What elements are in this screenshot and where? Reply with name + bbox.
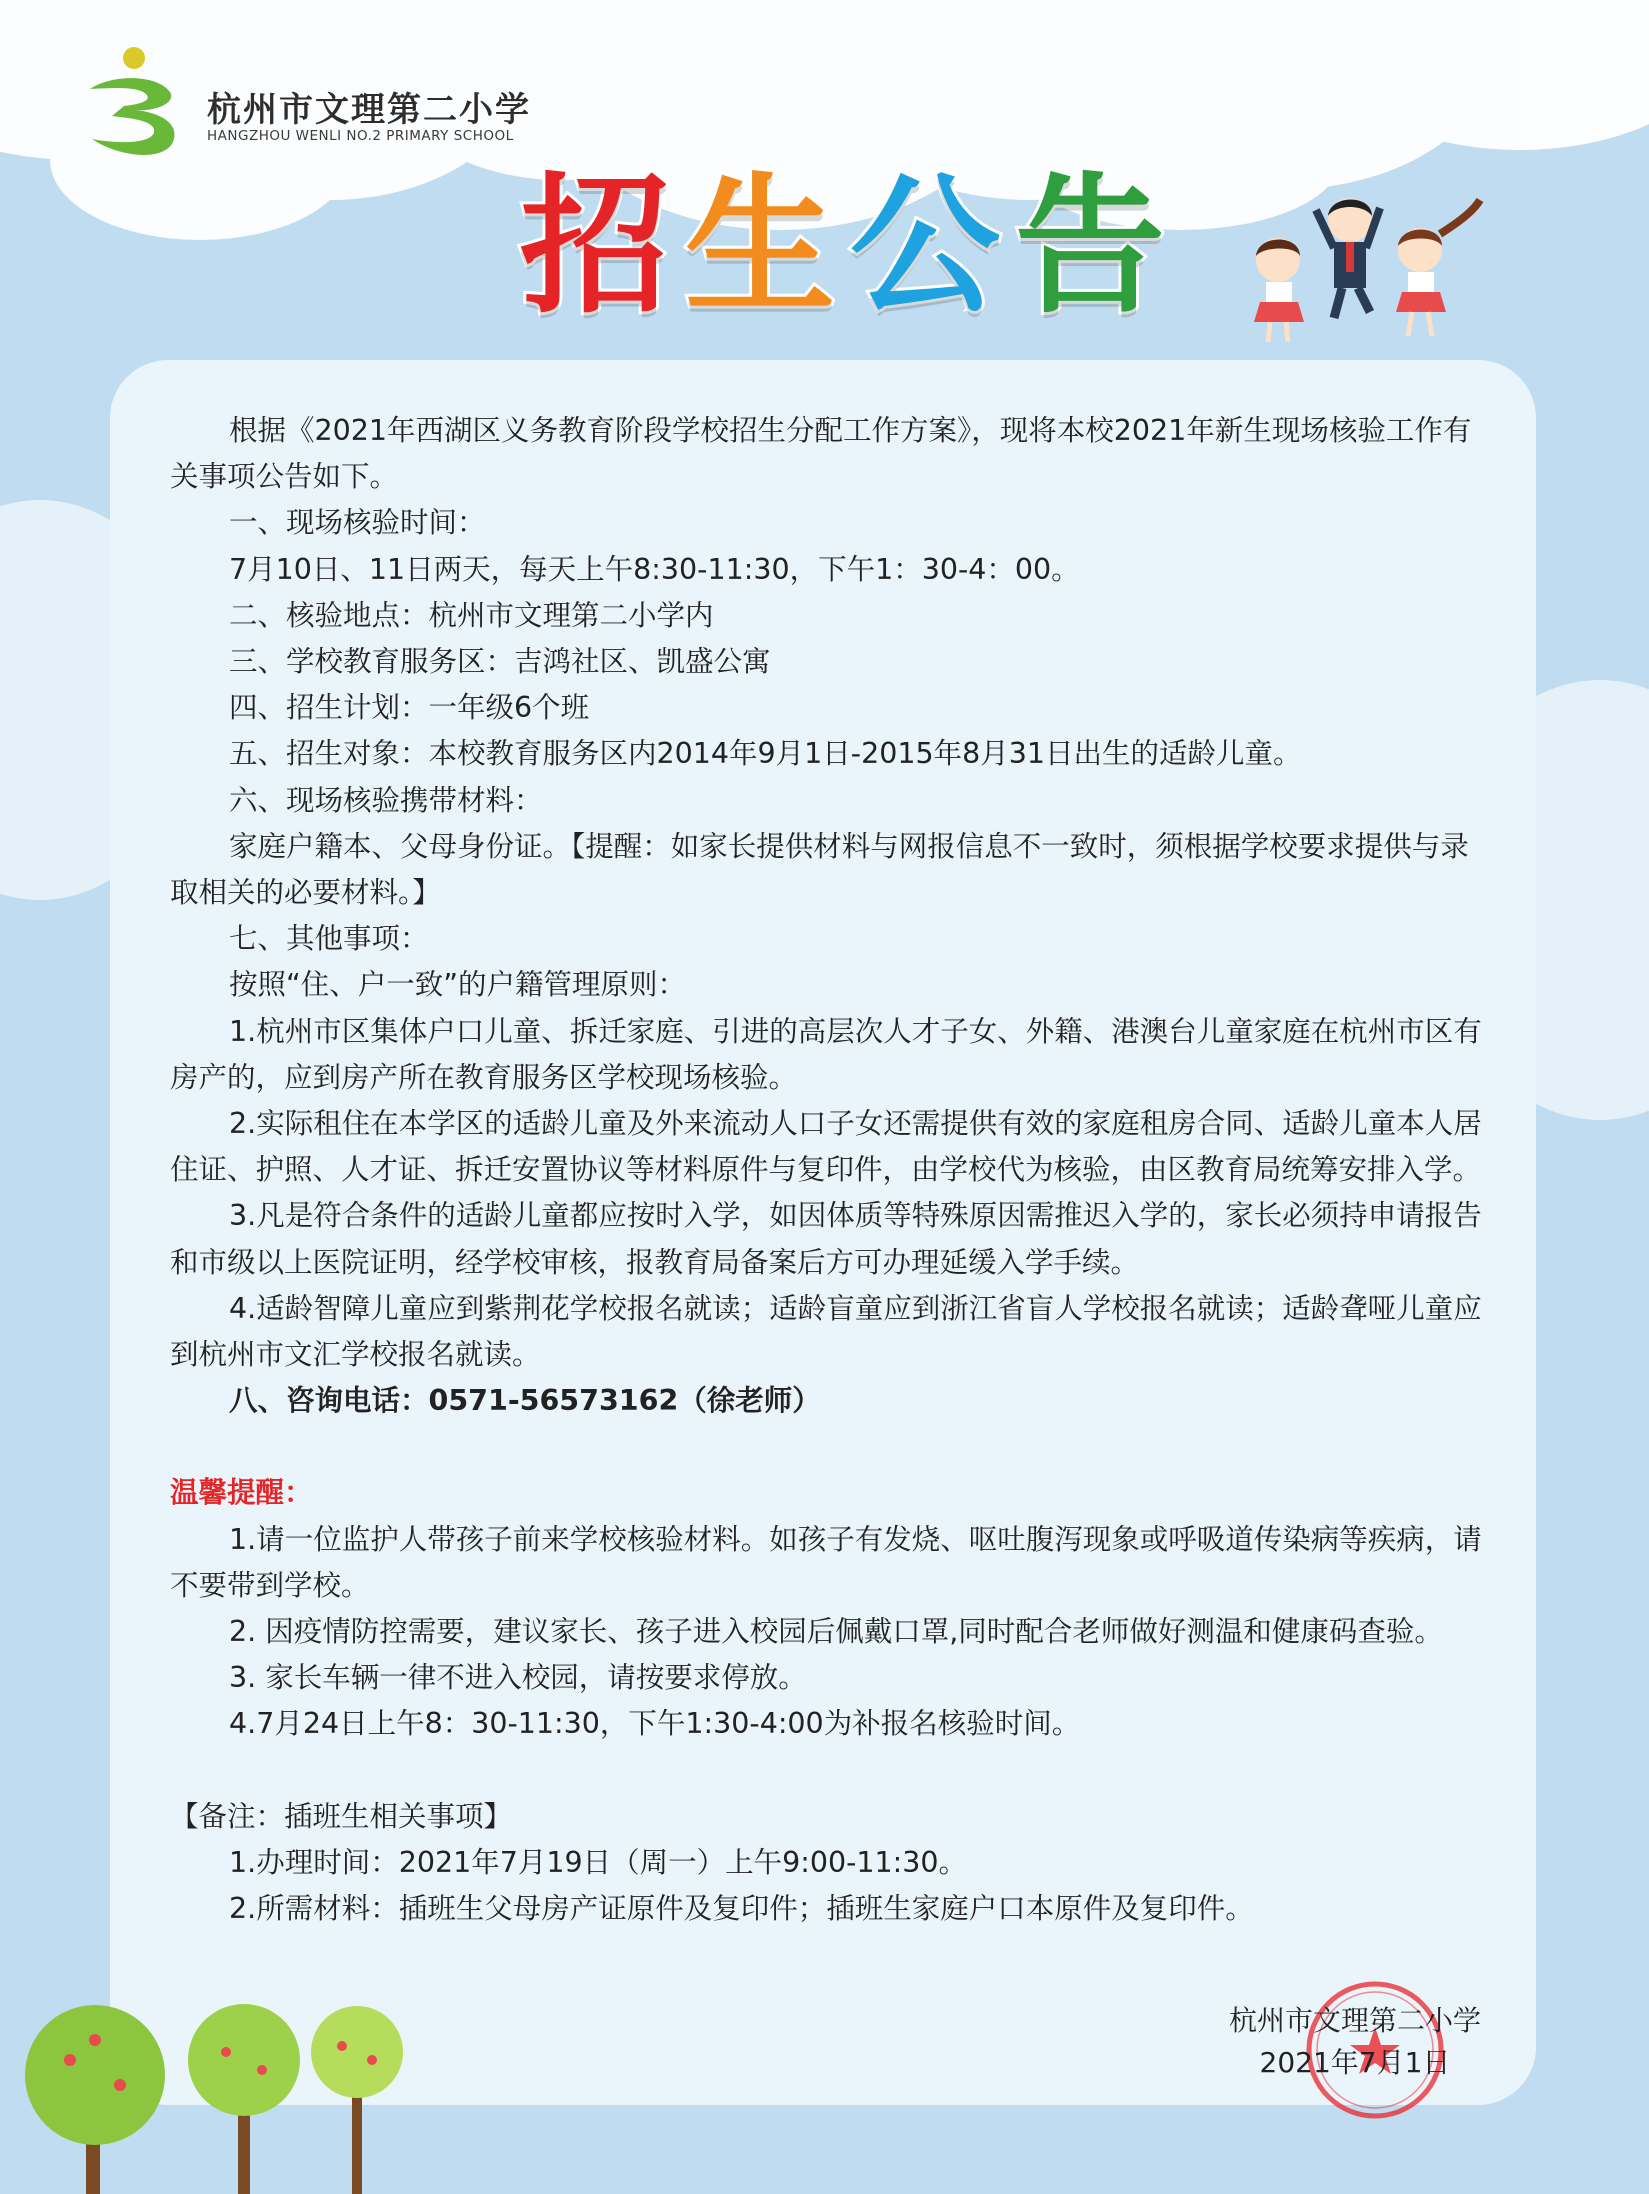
title-char-sheng: 生 (685, 160, 836, 334)
school-name-cn: 杭州市文理第二小学 (207, 90, 531, 130)
section-7-item: 4.适龄智障儿童应到紫荆花学校报名就读；适龄盲童应到浙江省盲人学校报名就读；适龄聋哑儿童应到杭州市文汇学校报名就读。 (170, 1291, 1482, 1372)
tree-small-icon (311, 2006, 403, 2194)
reminder-item: 1.请一位监护人带孩子前来学校核验材料。如孩子有发烧、呕吐腹泻现象或呼吸道传染病等疾病，请不要带到学校。 (170, 1522, 1482, 1602)
kid-girl-right-icon (1396, 200, 1480, 336)
reminder-item: 2. 因疫情防控需要，建议家长、孩子进入校园后佩戴口罩,同时配合老师做好测温和健康码查验。 (229, 1615, 1443, 1649)
reminder-heading: 温馨提醒： (170, 1476, 313, 1510)
notice-intro: 根据《2021年西湖区义务教育阶段学校招生分配工作方案》，现将本校2021年新生现场核验工作有关事项公告如下。 (170, 414, 1472, 494)
kid-boy-center-icon (1316, 198, 1380, 318)
signature-date: 2021年7月1日 (1259, 2046, 1451, 2079)
school-logo-icon (82, 44, 192, 159)
reminder-item: 4.7月24日上午8：30-11:30，下午1:30-4:00为补报名核验时间。 (229, 1707, 1081, 1741)
section-2: 二、核验地点：杭州市文理第二小学内 (229, 598, 714, 632)
title-char-zhao: 招 (520, 160, 671, 334)
section-7-principle: 按照“住、户一致”的户籍管理原则： (229, 968, 687, 1002)
tree-medium-icon (188, 2004, 300, 2194)
remark-heading: 【备注：插班生相关事项】 (170, 1799, 513, 1833)
tree-large-icon (25, 2005, 165, 2194)
school-logo (82, 44, 552, 164)
trees-illustration (0, 1980, 430, 2194)
section-6-body: 家庭户籍本、父母身份证。【提醒：如家长提供材料与网报信息不一致时，须根据学校要求提供与录取相关的必要材料。】 (170, 829, 1469, 910)
title-char-gong: 公 (850, 160, 1001, 334)
title-char-gao: 告 (1015, 160, 1166, 334)
cartoon-kids-illustration (1230, 190, 1490, 350)
notice-title (520, 160, 1200, 335)
notice-content (170, 408, 1490, 1932)
section-6-heading: 六、现场核验携带材料： (229, 783, 543, 817)
signature-block (1225, 2000, 1485, 2084)
section-7-item: 1.杭州市区集体户口儿童、拆迁家庭、引进的高层次人才子女、外籍、港澳台儿童家庭在杭州市区有房产的，应到房产所在教育服务区学校现场核验。 (170, 1014, 1482, 1094)
section-8-hotline: 八、咨询电话：0571-56573162（徐老师） (229, 1384, 821, 1418)
section-1-heading: 一、现场核验时间： (229, 506, 486, 540)
kid-girl-left-icon (1254, 238, 1304, 342)
section-7-item: 2.实际租住在本学区的适龄儿童及外来流动人口子女还需提供有效的家庭租房合同、适龄儿童本人居住证、护照、人才证、拆迁安置协议等材料原件与复印件，由学校代为核验，由区教育局统筹安排入学。 (170, 1107, 1482, 1187)
signature-school: 杭州市文理第二小学 (1228, 2004, 1481, 2037)
section-7-item: 3.凡是符合条件的适龄儿童都应按时入学，如因体质等特殊原因需推迟入学的，家长必须持申请报告和市级以上医院证明，经学校审核，报教育局备案后方可办理延缓入学手续。 (170, 1199, 1482, 1279)
reminder-item: 3. 家长车辆一律不进入校园，请按要求停放。 (229, 1661, 807, 1695)
school-name-en: HANGZHOU WENLI NO.2 PRIMARY SCHOOL (207, 128, 514, 144)
remark-item: 1.办理时间：2021年7月19日（周一）上午9:00-11:30。 (229, 1845, 968, 1879)
section-7-heading: 七、其他事项： (229, 922, 429, 956)
section-4: 四、招生计划：一年级6个班 (229, 691, 590, 725)
section-1-body: 7月10日、11日两天，每天上午8:30-11:30，下午1：30-4：00。 (229, 552, 1080, 586)
remark-item: 2.所需材料：插班生父母房产证原件及复印件；插班生家庭户口本原件及复印件。 (229, 1892, 1254, 1926)
section-3: 三、学校教育服务区：吉鸿社区、凯盛公寓 (229, 645, 771, 679)
section-5: 五、招生对象：本校教育服务区内2014年9月1日-2015年8月31日出生的适龄儿童。 (229, 737, 1302, 771)
